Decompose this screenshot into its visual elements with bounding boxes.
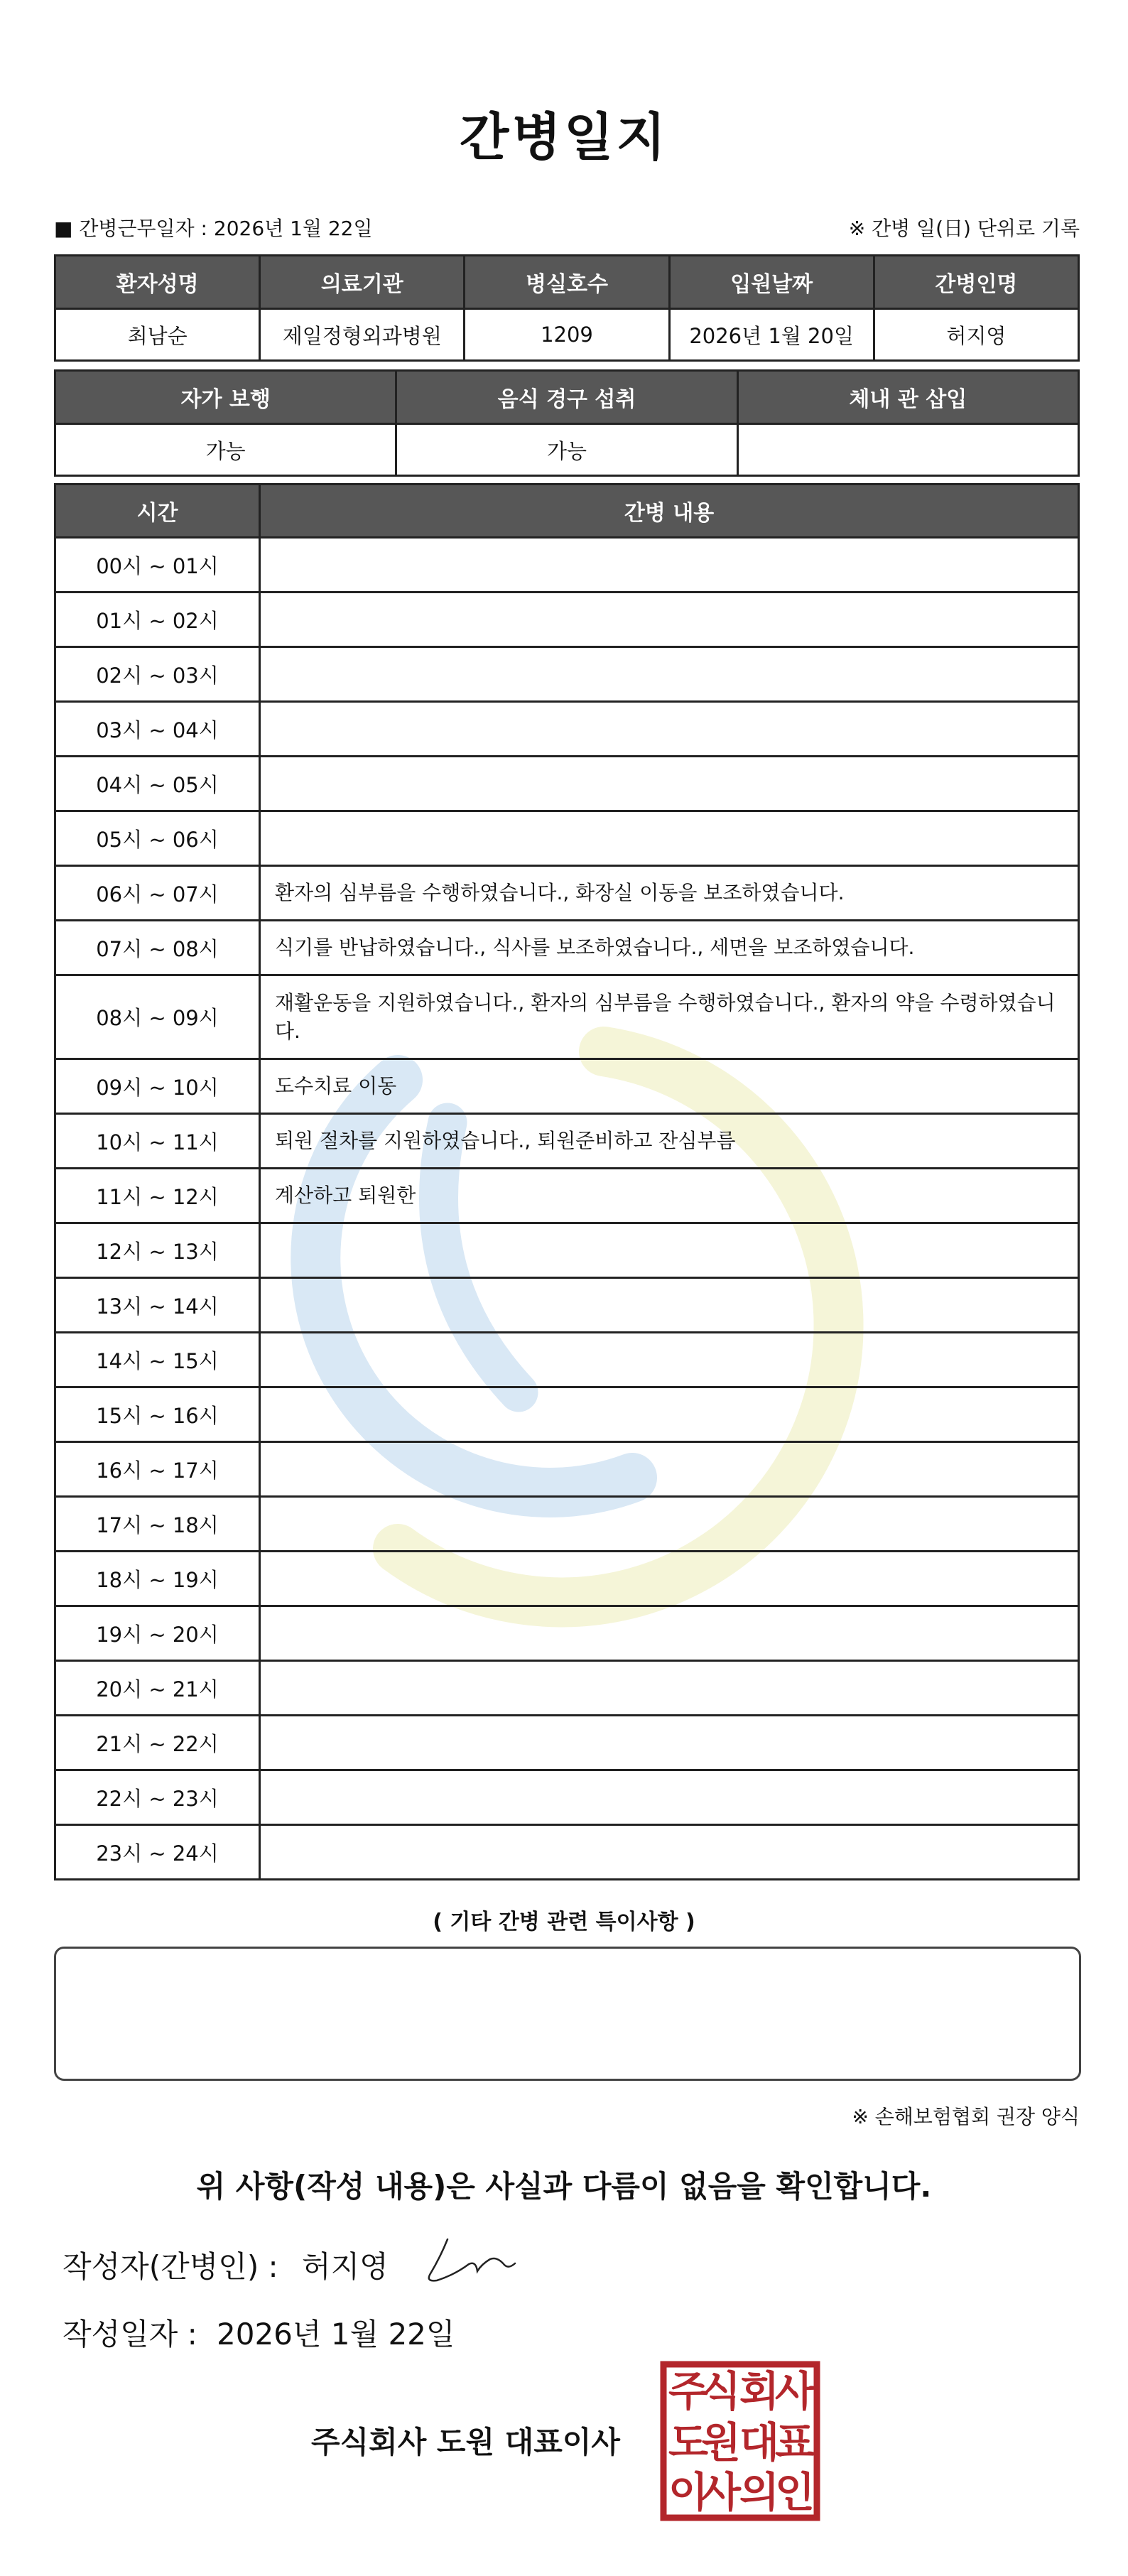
log-time: 20시 ~ 21시: [55, 1661, 260, 1716]
svg-text:회: 회: [739, 2367, 780, 2415]
log-content: [260, 647, 1079, 702]
log-time: 00시 ~ 01시: [55, 538, 260, 592]
log-row: [55, 647, 1079, 702]
log-time: 09시 ~ 10시: [55, 1059, 260, 1114]
svg-text:대: 대: [739, 2418, 780, 2467]
walking-value: 가능: [55, 424, 396, 476]
work-date: ■ 간병근무일자 : 2026년 1월 22일: [54, 217, 373, 240]
log-row: [55, 538, 1079, 592]
log-content: [260, 538, 1079, 592]
header-caregiver-name: 간병인명: [874, 256, 1078, 309]
log-content: 도수치료 이동: [260, 1059, 1079, 1114]
log-row: [55, 1770, 1079, 1825]
log-content: [260, 1770, 1079, 1825]
svg-text:이: 이: [668, 2468, 709, 2516]
header-care-content: 간병 내용: [260, 485, 1079, 538]
log-content: [260, 1825, 1079, 1880]
special-notes-title: ( 기타 간병 관련 특이사항 ): [433, 1910, 695, 1934]
log-content: [260, 1716, 1079, 1770]
patient-info-table: [54, 254, 1080, 362]
header-patient-name: 환자성명: [55, 256, 260, 309]
oral-intake-value: 가능: [396, 424, 737, 476]
writer-name: 허지영: [302, 2249, 389, 2284]
log-row: [55, 1114, 1079, 1169]
log-time: 18시 ~ 19시: [55, 1552, 260, 1606]
log-content: [260, 1552, 1079, 1606]
log-content: [260, 1661, 1079, 1716]
log-content: [260, 1442, 1079, 1497]
log-row: [55, 1387, 1079, 1442]
log-row: [55, 975, 1079, 1059]
header-time: 시간: [55, 485, 260, 538]
log-content: [260, 811, 1079, 866]
log-row: [55, 1333, 1079, 1387]
log-time: 23시 ~ 24시: [55, 1825, 260, 1880]
log-row: [55, 1825, 1079, 1880]
caregiver-name: 허지영: [874, 309, 1078, 361]
log-time: 21시 ~ 22시: [55, 1716, 260, 1770]
svg-text:인: 인: [774, 2468, 815, 2516]
log-time: 10시 ~ 11시: [55, 1114, 260, 1169]
log-content: [260, 702, 1079, 757]
svg-text:식: 식: [700, 2367, 742, 2415]
log-row: [55, 1223, 1079, 1278]
care-log-table: [54, 483, 1080, 1880]
patient-status-table: [54, 369, 1080, 477]
unit-note: ※ 간병 일(日) 단위로 기록: [848, 217, 1080, 240]
form-source-note: ※ 손해보험협회 권장 양식: [852, 2105, 1080, 2128]
svg-text:도: 도: [668, 2418, 709, 2467]
log-time: 06시 ~ 07시: [55, 866, 260, 921]
log-content: [260, 1606, 1079, 1661]
log-row: [55, 1059, 1079, 1114]
log-row: [55, 1278, 1079, 1333]
log-row: [55, 1716, 1079, 1770]
log-row: [55, 921, 1079, 975]
log-row: [55, 1169, 1079, 1223]
log-row: [55, 1606, 1079, 1661]
log-content: [260, 1497, 1079, 1552]
log-time: 11시 ~ 12시: [55, 1169, 260, 1223]
log-time: 15시 ~ 16시: [55, 1387, 260, 1442]
log-content: 퇴원 절차를 지원하였습니다., 퇴원준비하고 잔심부름: [260, 1114, 1079, 1169]
svg-text:주: 주: [668, 2367, 709, 2415]
log-content: [260, 592, 1079, 647]
log-row: [55, 592, 1079, 647]
header-walking: 자가 보행: [55, 371, 396, 424]
svg-text:사: 사: [700, 2468, 742, 2516]
log-content: [260, 1278, 1079, 1333]
company-representative: 주식회사 도원 대표이사: [311, 2425, 620, 2459]
written-date-label: 작성일자 :: [63, 2317, 197, 2352]
signature-image: [419, 2232, 526, 2289]
log-time: 16시 ~ 17시: [55, 1442, 260, 1497]
log-content: [260, 1387, 1079, 1442]
log-content: [260, 757, 1079, 811]
log-row: [55, 811, 1079, 866]
page-title: 간병일지: [459, 107, 669, 167]
log-content: 식기를 반납하였습니다., 식사를 보조하였습니다., 세면을 보조하였습니다.: [260, 921, 1079, 975]
svg-text:원: 원: [700, 2418, 742, 2467]
room-number: 1209: [465, 309, 669, 361]
writer-label: 작성자(간병인) :: [63, 2249, 278, 2284]
header-room: 병실호수: [465, 256, 669, 309]
log-time: 22시 ~ 23시: [55, 1770, 260, 1825]
log-row: [55, 1661, 1079, 1716]
log-content: 환자의 심부름을 수행하였습니다., 화장실 이동을 보조하였습니다.: [260, 866, 1079, 921]
log-time: 02시 ~ 03시: [55, 647, 260, 702]
log-time: 07시 ~ 08시: [55, 921, 260, 975]
confirmation-statement: 위 사항(작성 내용)은 사실과 다름이 없음을 확인합니다.: [196, 2169, 932, 2204]
log-content: [260, 1223, 1079, 1278]
hospital-name: 제일정형외과병원: [260, 309, 465, 361]
patient-name: 최남순: [55, 309, 260, 361]
log-time: 03시 ~ 04시: [55, 702, 260, 757]
log-time: 13시 ~ 14시: [55, 1278, 260, 1333]
written-date-value: 2026년 1월 22일: [217, 2317, 455, 2352]
header-oral-intake: 음식 경구 섭취: [396, 371, 737, 424]
special-notes-box: [54, 1947, 1081, 2081]
svg-text:의: 의: [739, 2468, 780, 2516]
log-time: 14시 ~ 15시: [55, 1333, 260, 1387]
svg-text:사: 사: [774, 2367, 815, 2415]
log-content: 재활운동을 지원하였습니다., 환자의 심부름을 수행하였습니다., 환자의 약을 수령하였습니다.: [260, 975, 1079, 1059]
company-seal-stamp: [659, 2360, 821, 2522]
header-tube: 체내 관 삽입: [737, 371, 1078, 424]
log-row: [55, 702, 1079, 757]
log-content: [260, 1333, 1079, 1387]
header-hospital: 의료기관: [260, 256, 465, 309]
log-time: 01시 ~ 02시: [55, 592, 260, 647]
log-row: [55, 1497, 1079, 1552]
log-content: 계산하고 퇴원한: [260, 1169, 1079, 1223]
log-time: 04시 ~ 05시: [55, 757, 260, 811]
log-row: [55, 757, 1079, 811]
log-time: 17시 ~ 18시: [55, 1497, 260, 1552]
log-time: 12시 ~ 13시: [55, 1223, 260, 1278]
log-time: 19시 ~ 20시: [55, 1606, 260, 1661]
log-time: 08시 ~ 09시: [55, 975, 260, 1059]
log-row: [55, 1442, 1079, 1497]
tube-value: [737, 424, 1078, 476]
log-row: [55, 866, 1079, 921]
log-time: 05시 ~ 06시: [55, 811, 260, 866]
admission-date: 2026년 1월 20일: [669, 309, 874, 361]
svg-text:표: 표: [774, 2418, 815, 2467]
log-row: [55, 1552, 1079, 1606]
header-admission-date: 입원날짜: [669, 256, 874, 309]
